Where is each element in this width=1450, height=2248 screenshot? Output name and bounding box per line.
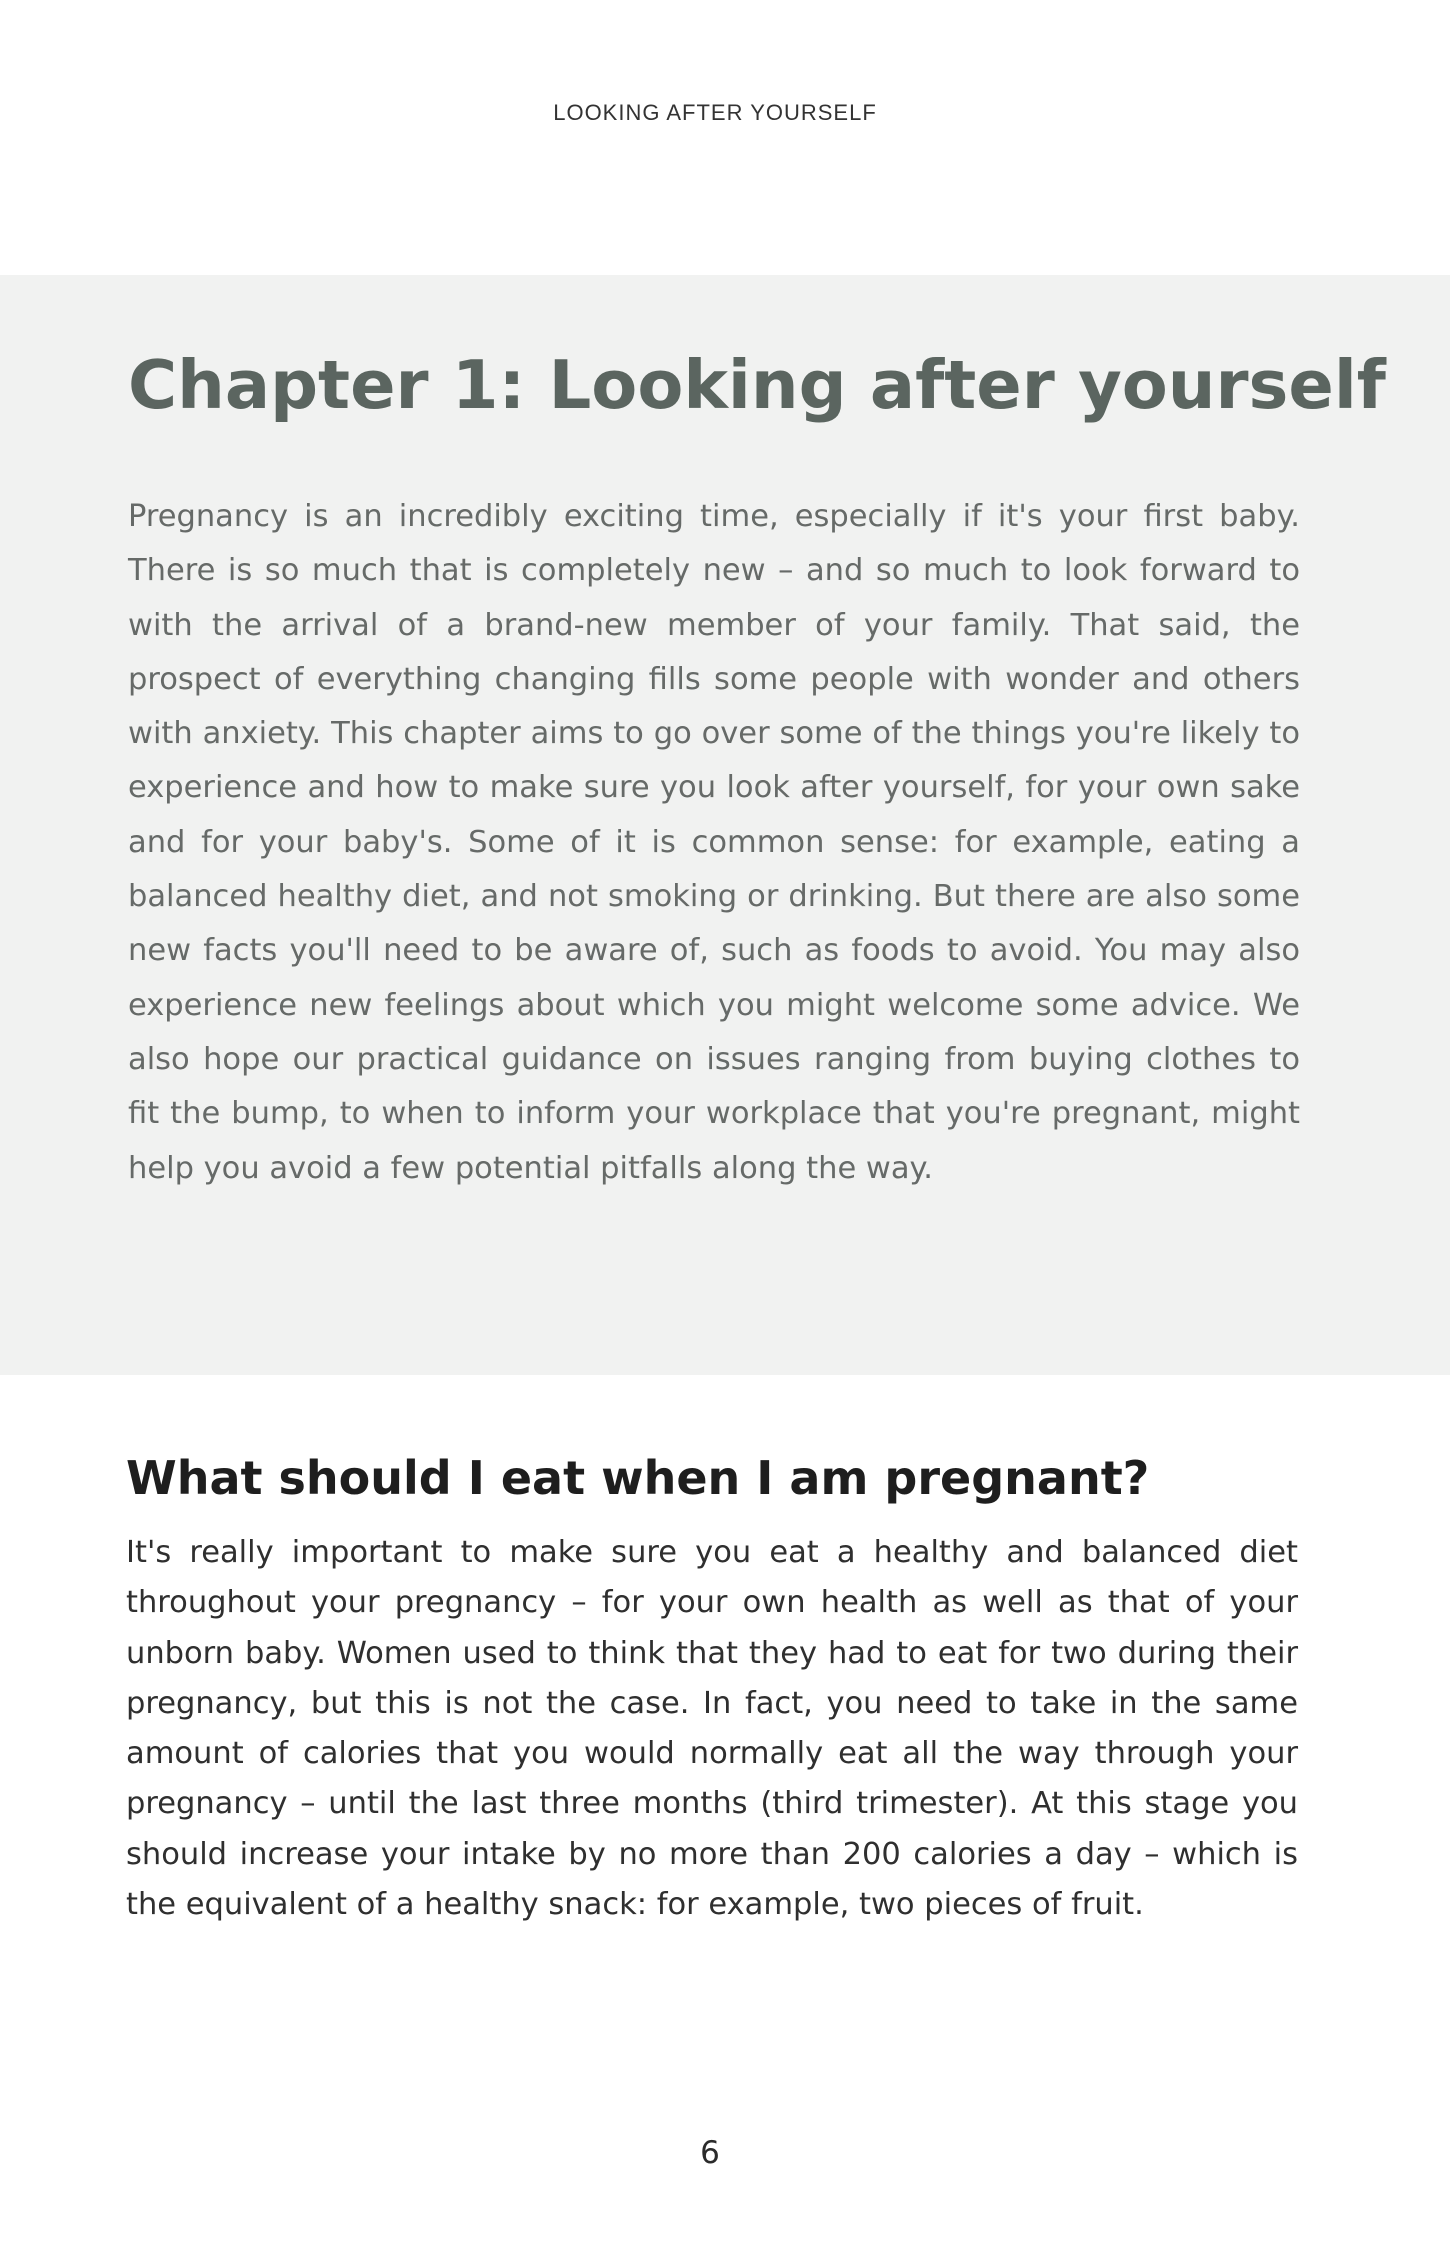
page-number: 6 xyxy=(700,2135,720,2171)
section-body-paragraph: It's really important to make sure you eat a healthy and balanced diet throughout your pregnancy – for your own health as well as that of your unborn baby. Women used to think that they had to eat for two during their pregnancy, but this is not the case. In fact, you need to take in the same amount of calories that you would normally eat all the way through your pregnancy – until the last three months (third trimester). At this stage you should increase your intake by no more than 200 calories a day – which is the equivalent of a healthy snack: for example, two pieces of fruit. xyxy=(126,1535,1298,1923)
chapter-title: Chapter 1: Looking after yourself xyxy=(128,346,1386,424)
chapter-intro-paragraph: Pregnancy is an incredibly exciting time, especially if it's your first baby. There is so much that is completely new – and so much to look forward to with the arrival of a brand-new member of your family. That said, the prospect of everything changing fills some people with wonder and others with anxiety. This chapter aims to go over some of the things you're likely to experience and how to make sure you look after yourself, for your own sake and for your baby's. Some of it is common sense: for example, eating a balanced healthy diet, and not smoking or drinking. But there are also some new facts you'll need to be aware of, such as foods to avoid. You may also experience new feelings about which you might welcome some advice. We also hope our practical guidance on issues ranging from buying clothes to fit the bump, to when to inform your workplace that you're pregnant, might help you avoid a few potential pitfalls along the way. xyxy=(128,499,1300,1186)
section-heading: What should I eat when I am pregnant? xyxy=(126,1451,1150,1505)
running-header: LOOKING AFTER YOURSELF xyxy=(553,100,877,125)
